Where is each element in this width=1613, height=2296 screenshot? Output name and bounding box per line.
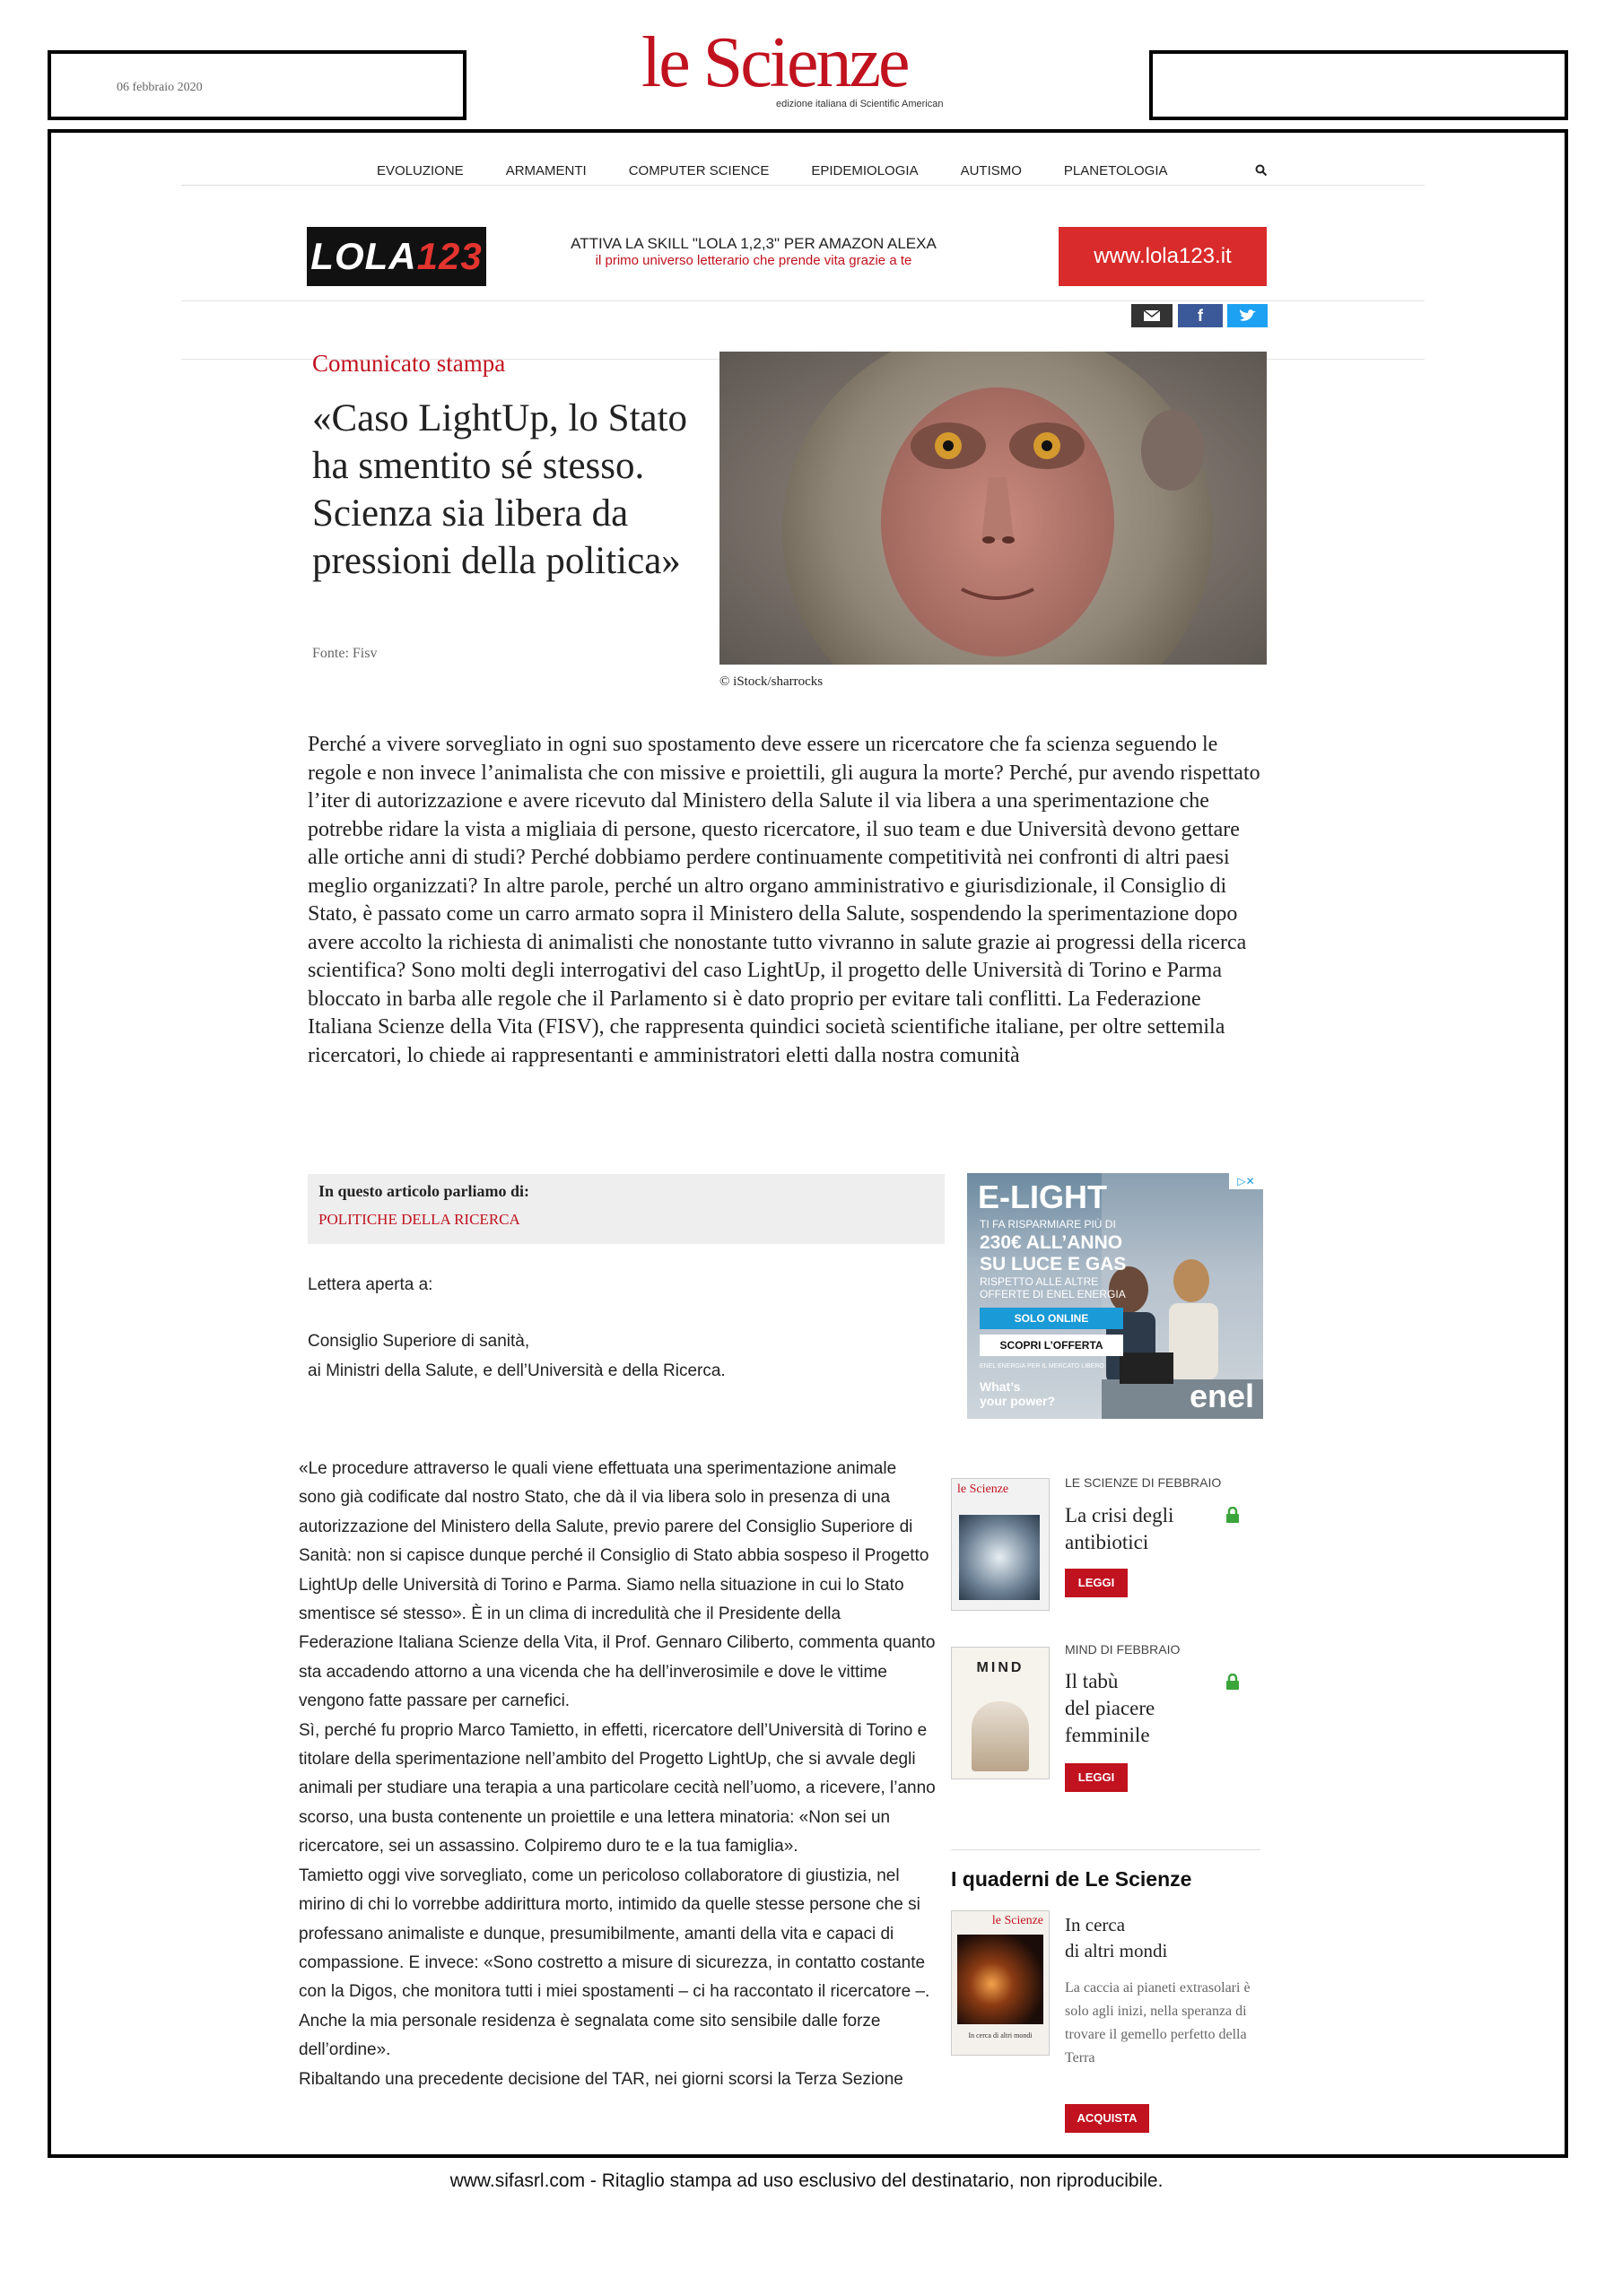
- letter-recipients-2: ai Ministri della Salute, e dell’Università e della Ricerca.: [308, 1361, 726, 1380]
- banner-line1: ATTIVA LA SKILL "LOLA 1,2,3" PER AMAZON ALEXA: [571, 235, 937, 252]
- mag2-leggi-button[interactable]: LEGGI: [1065, 1763, 1128, 1792]
- cover-image: [972, 1701, 1029, 1771]
- footer-note: www.sifasrl.com - Ritaglio stampa ad uso esclusivo del destinatario, non riproducibile.: [449, 2170, 1164, 2191]
- quaderni-title-line2[interactable]: di altri mondi: [1065, 1940, 1168, 1961]
- facebook-share-button[interactable]: [1178, 304, 1223, 327]
- twitter-bird-icon: [1239, 309, 1257, 323]
- adchoices-icon[interactable]: ▷✕: [1229, 1173, 1263, 1189]
- divider: [280, 185, 1425, 186]
- mag2-label: MIND DI FEBBRAIO: [1065, 1642, 1181, 1657]
- quaderni-cover-image: [957, 1935, 1043, 2024]
- divider: [951, 1849, 1260, 1850]
- main-nav: [377, 163, 1265, 178]
- article-kicker[interactable]: Comunicato stampa: [312, 350, 506, 377]
- ad-line2: 230€ ALL’ANNO: [980, 1232, 1123, 1253]
- mag1-leggi-button[interactable]: LEGGI: [1065, 1569, 1128, 1597]
- twitter-share-button[interactable]: [1227, 304, 1268, 327]
- ad-tagline-2: your power?: [980, 1394, 1056, 1408]
- ad-line5: OFFERTE DI ENEL ENERGIA: [980, 1288, 1126, 1300]
- banner-text[interactable]: [502, 235, 1005, 268]
- enel-logo: enel: [1190, 1378, 1255, 1414]
- mag1-title-line1[interactable]: La crisi degli: [1065, 1504, 1174, 1526]
- mind-february-cover[interactable]: [951, 1647, 1050, 1779]
- article-headline: «Caso LightUp, lo Stato ha smentito sé stesso. Scienza sia libera da pressioni della politica»: [312, 397, 688, 582]
- header-box-right: [1149, 50, 1568, 120]
- mag1-label: LE SCIENZE DI FEBBRAIO: [1065, 1475, 1222, 1490]
- letter-recipients-1: Consiglio Superiore di sanità,: [308, 1332, 530, 1351]
- ad-title: E-LIGHT: [978, 1178, 1107, 1215]
- header-box-left: [48, 50, 466, 120]
- envelope-icon: [1143, 309, 1161, 322]
- divider: [181, 185, 280, 186]
- ad-line3: SU LUCE E GAS: [980, 1254, 1127, 1274]
- article-photo-macaque: [719, 352, 1267, 665]
- quaderni-description: La caccia ai pianeti extrasolari è solo agli inizi, nella speranza di trovare il gemello perfetto della Terra: [1065, 1980, 1251, 2066]
- lola-brand-a: LOLA: [310, 235, 417, 277]
- topics-title: In questo articolo parliamo di:: [318, 1182, 530, 1200]
- email-share-button[interactable]: [1131, 304, 1173, 327]
- ad-fine-print: ENEL ENERGIA PER IL MERCATO LIBERO: [980, 1363, 1104, 1370]
- quaderni-cover-caption: In cerca di altri mondi: [968, 2031, 1033, 2039]
- nav-item-armamenti[interactable]: ARMAMENTI: [505, 163, 587, 178]
- article-body: «Le procedure attraverso le quali viene effettuata una sperimentazione animale sono già codificate dal nostro Stato, che dà il via libera solo in presenza di una autorizzazione del Ministero della Salute, previo parere del Consiglio Superiore di Sanità: non si capisce dunque perché il Consiglio di Stato abbia sospeso il Progetto LightUp delle Università di Torino e Parma. Siamo nella situazione in cui lo Stato smentisce sé stesso». È in un clima di incredulità che il Presidente della Federazione Italiana Scienze della Vita, il Prof. Gennaro Ciliberto, commenta quanto sta accadendo attorno a una vicenda che ha dell’inverosimile e dove le vittime vengono fatte passare per carnefici. Sì, perché fu proprio Marco Tamietto, in effetti, ricercatore dell’Università di Torino e titolare della sperimentazione nell’ambito del Progetto LightUp, che si avvale degli animali per studiare una terapia a una particolare cecità nell’uomo, a ricevere, l’anno scorso, una busta contenente un proiettile e una lettera minatoria: «Non sei un ricercatore, sei un assassino. Colpiremo duro te e la tua famiglia». Tamietto oggi vive sorvegliato, come un pericoloso collaboratore di giustizia, nel mirino di chi lo vorrebbe addirittura morto, intimido da quelle stesse persone che si professano animaliste e dunque, presumibilmente, amanti della vita e capaci di compassione. E invece: «Sono costretto a misure di sicurezza, in contatto costante con la Digos, che monitora tutti i miei spostamenti – ci ha raccontato il ricercatore –. Anche la mia personale residenza è segnalata come sito sensibile dalle forze dell’ordine». Ribaltando una precedente decisione del TAR, nei giorni scorsi la Terza Sezione: [299, 1459, 936, 2089]
- ad-tagline-1: What’s: [980, 1379, 1021, 1394]
- quaderni-cover[interactable]: [951, 1910, 1050, 2056]
- cover-image: [959, 1515, 1040, 1600]
- nav-item-planetologia[interactable]: PLANETOLOGIA: [1063, 163, 1168, 178]
- lola123-logo[interactable]: [307, 227, 486, 286]
- le-scienze-logo[interactable]: [641, 23, 982, 109]
- mind-cover-logo: MIND: [976, 1660, 1024, 1675]
- mag2-title-line1[interactable]: Il tabù: [1065, 1670, 1119, 1692]
- lock-icon: [1225, 1507, 1240, 1527]
- ad-line1: TI FA RISPARMIARE PIÙ DI: [980, 1218, 1116, 1231]
- search-icon[interactable]: [1255, 164, 1268, 181]
- ad-scopri-offerta-button[interactable]: SCOPRI L’OFFERTA: [980, 1335, 1123, 1356]
- nav-item-computer-science[interactable]: COMPUTER SCIENCE: [628, 163, 770, 178]
- article-source: Fonte: Fisv: [312, 646, 378, 661]
- banner-url-button[interactable]: www.lola123.it: [1059, 227, 1267, 286]
- ad-solo-online-badge: SOLO ONLINE: [980, 1308, 1123, 1329]
- cover-logo: le Scienze: [957, 1483, 1009, 1496]
- divider: [181, 300, 1425, 301]
- photo-credit: © iStock/sharrocks: [719, 674, 824, 689]
- quaderni-heading: I quaderni de Le Scienze: [951, 1867, 1192, 1891]
- facebook-icon: f: [1198, 307, 1203, 325]
- mag1-title-line2[interactable]: antibiotici: [1065, 1531, 1149, 1553]
- banner-line2: il primo universo letterario che prende vita grazie a te: [595, 253, 912, 268]
- enel-ad[interactable]: [967, 1173, 1263, 1419]
- publication-date: 06 febbraio 2020: [117, 81, 203, 94]
- mag2-title-line3[interactable]: femminile: [1065, 1724, 1150, 1746]
- lock-icon: [1225, 1674, 1240, 1694]
- letter-intro: Lettera aperta a:: [308, 1275, 433, 1294]
- nav-item-evoluzione[interactable]: EVOLUZIONE: [377, 163, 464, 178]
- topic-link-politiche-ricerca[interactable]: POLITICHE DELLA RICERCA: [318, 1211, 520, 1228]
- article-lead: Perché a vivere sorvegliato in ogni suo spostamento deve essere un ricercatore che fa scienza seguendo le regole e non invece l’animalista che con missive e proiettili, gli augura la morte? Perché, pur avendo rispettato l’iter di autorizzazione e avere ricevuto dal Ministero della Salute il via libera a una sperimentazione che potrebbe ridare la vista a migliaia di persone, questo ricercatore, il suo team e due Università devono gettare alle ortiche anni di studi? Perché dobbiamo perdere continuamente competitività nei confronti di altri paesi meglio organizzati? In altre parole, perché un altro organo amministrativo e giurisdizionale, il Consiglio di Stato, è passato come un carro armato sopra il Ministero della Salute, sospendendo la sperimentazione dopo avere accolto la richiesta di animalisti che nonostante tutto vivranno in salute grazie ai progressi della ricerca scientifica? Sono molti degli interrogativi del caso LightUp, il progetto delle Università di Torino e Parma bloccato in barba alle regole che il Parlamento si è dato proprio per evitare tali conflitti. La Federazione Italiana Scienze della Vita (FISV), che rappresenta quindici società scientifiche italiane, per oltre settemila ricercatori, lo chiede ai rappresentanti e amministratori eletti dalla nostra comunità: [308, 733, 1260, 1067]
- mag2-title-line2[interactable]: del piacere: [1065, 1697, 1155, 1719]
- quaderni-title-line1[interactable]: In cerca: [1065, 1914, 1126, 1935]
- logo-subtitle: edizione italiana di Scientific American: [776, 99, 944, 109]
- quaderni-cover-logo: le Scienze: [991, 1914, 1043, 1927]
- ad-line4: RISPETTO ALLE ALTRE: [980, 1275, 1099, 1288]
- nav-item-autismo[interactable]: AUTISMO: [960, 163, 1022, 178]
- le-scienze-february-cover[interactable]: [951, 1478, 1050, 1611]
- lola-brand-b: 123: [416, 235, 483, 277]
- logo-wordmark: le Scienze: [641, 23, 908, 102]
- nav-item-epidemiologia[interactable]: EPIDEMIOLOGIA: [811, 163, 919, 178]
- quaderni-acquista-button[interactable]: ACQUISTA: [1065, 2104, 1149, 2133]
